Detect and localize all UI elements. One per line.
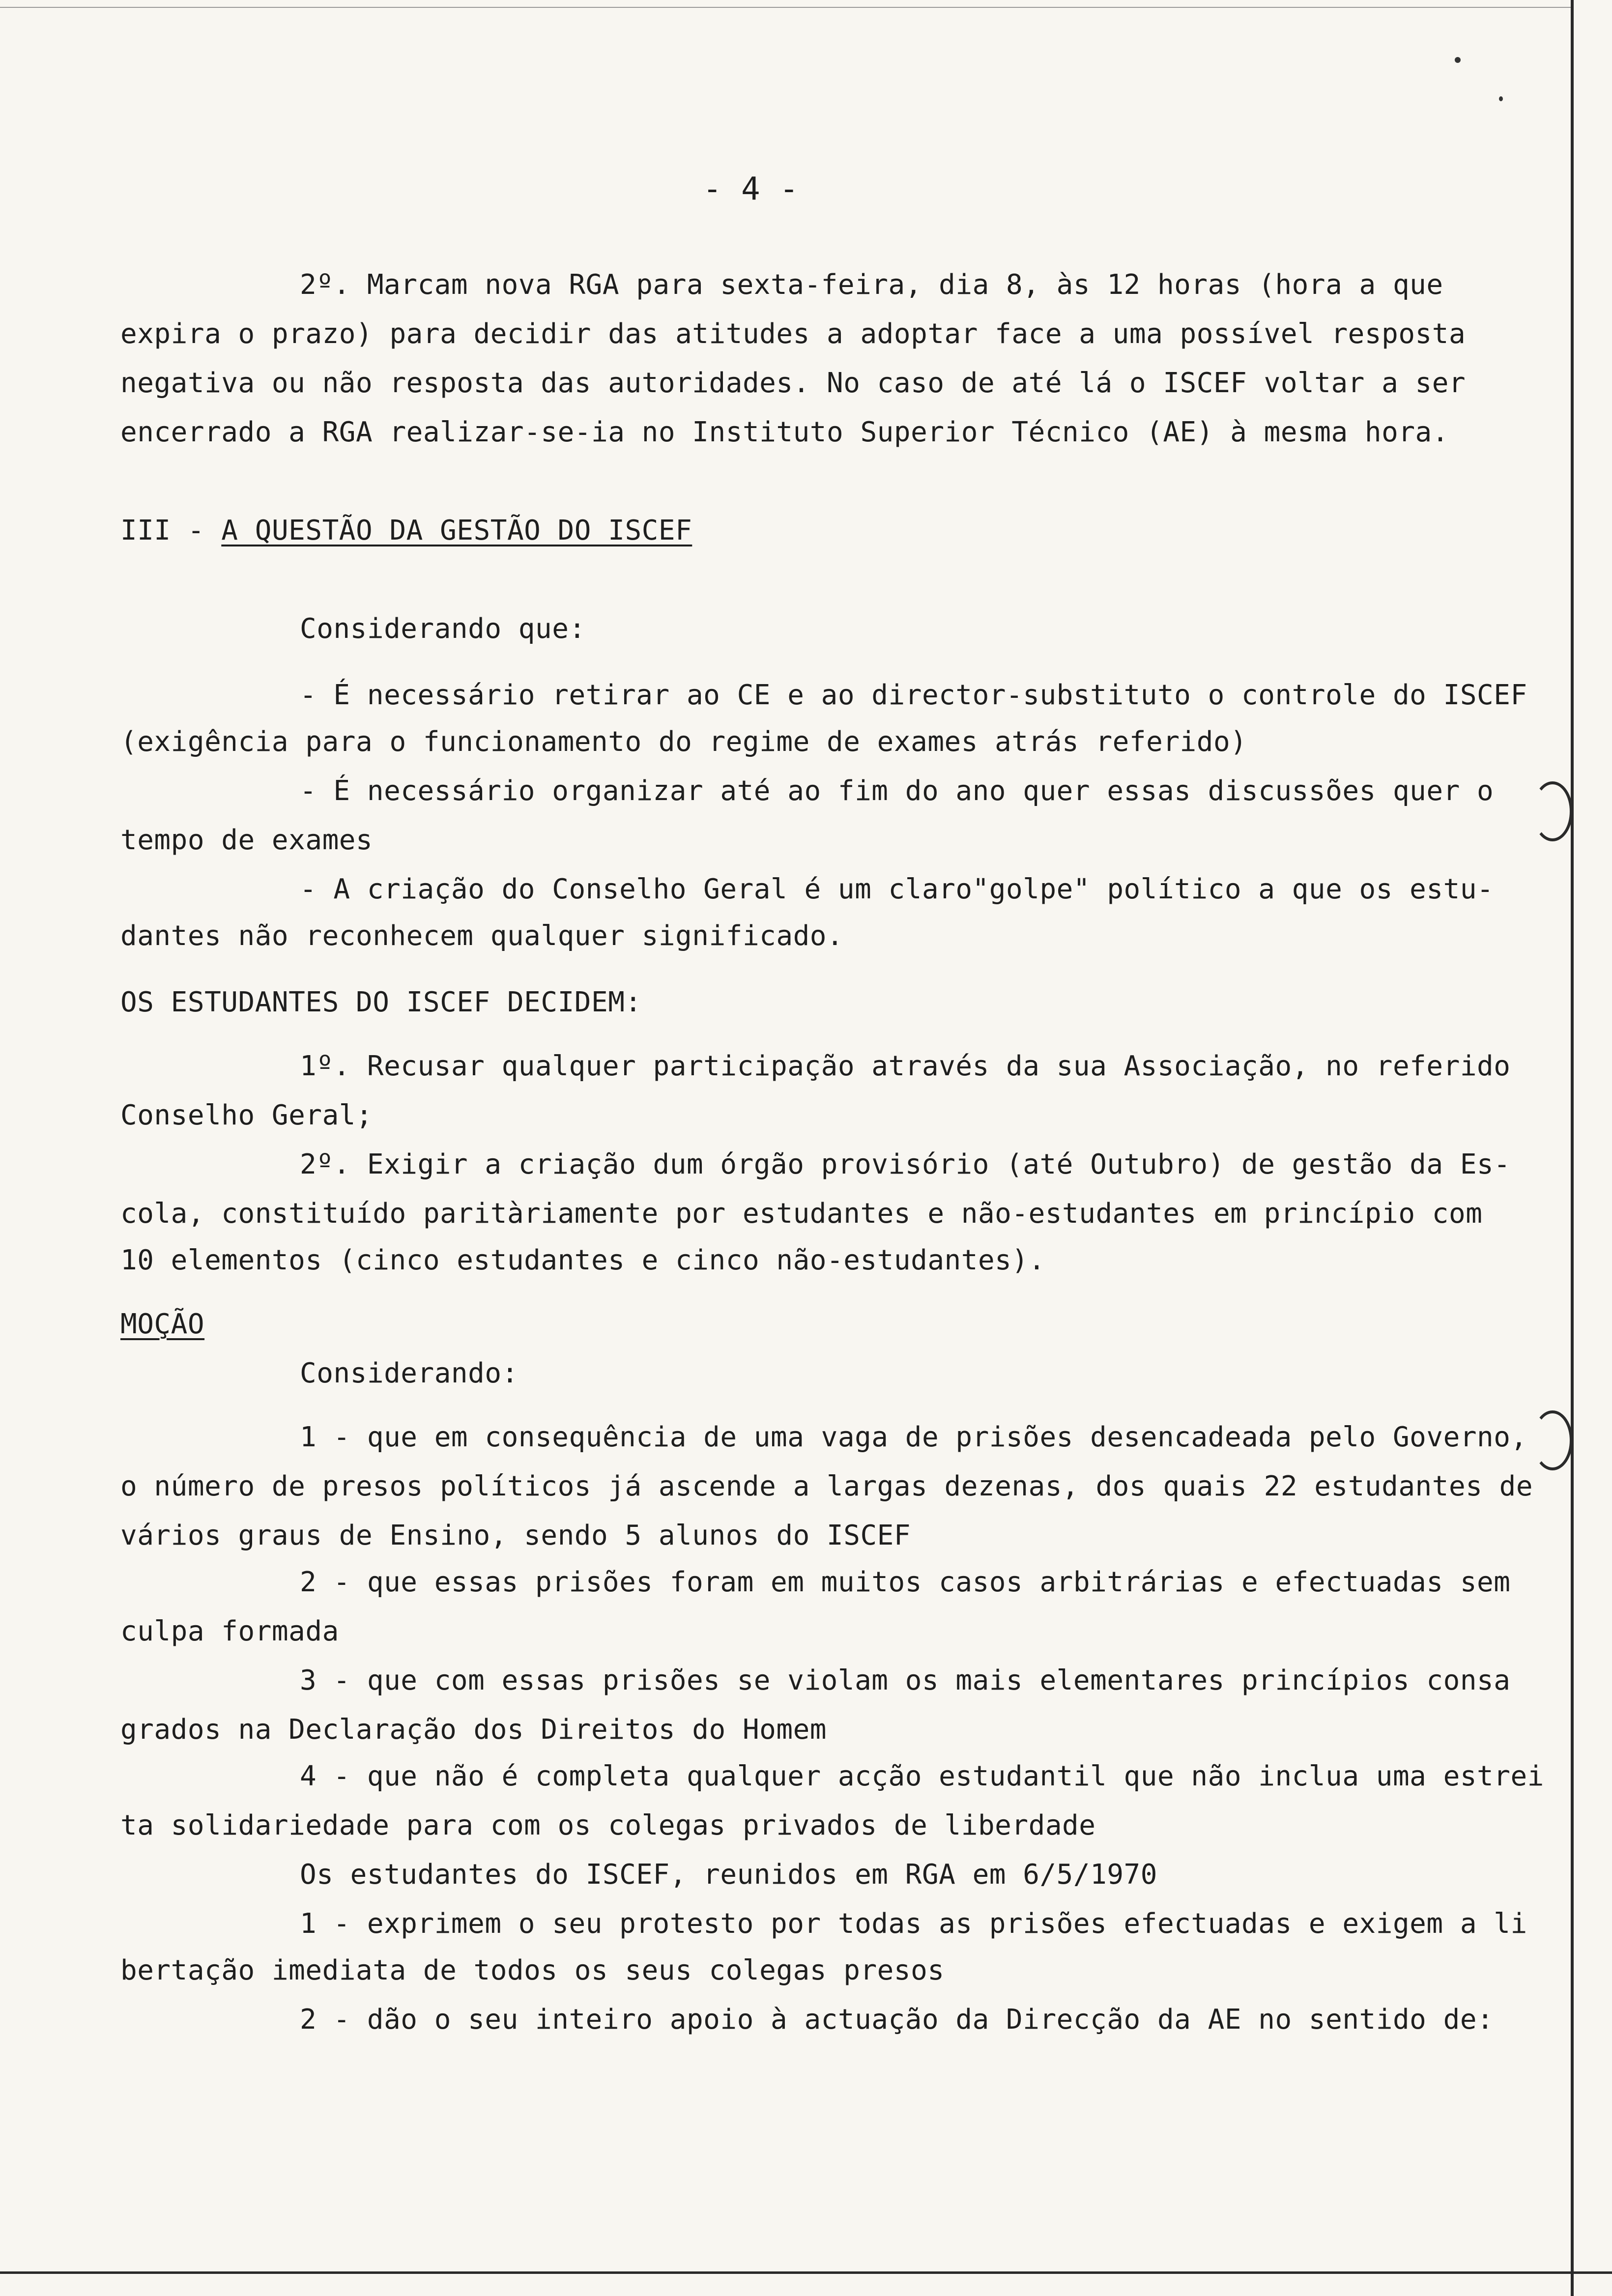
text-line: o número de presos políticos já ascende a largas dezenas, dos quais 22 estudantes de: [120, 1470, 1533, 1502]
text-line: cola, constituído paritàriamente por estudantes e não-estudantes em princípio com: [120, 1198, 1483, 1230]
binder-hole-icon: [1532, 1410, 1573, 1470]
text-line: 1 - que em consequência de uma vaga de prisões desencadeada pelo Governo,: [300, 1421, 1527, 1453]
section-heading-title: A QUESTÃO DA GESTÃO DO ISCEF: [221, 515, 692, 546]
text-line: 10 elementos (cinco estudantes e cinco não-estudantes).: [120, 1244, 1045, 1276]
section-heading: III - A QUESTÃO DA GESTÃO DO ISCEF: [120, 515, 692, 546]
page-number: - 4 -: [703, 171, 799, 207]
text-line: 2 - dão o seu inteiro apoio à actuação da Direcção da AE no sentido de:: [300, 2004, 1494, 2036]
text-line: 4 - que não é completa qualquer acção estudantil que não inclua uma estrei: [300, 1760, 1544, 1792]
text-line: Os estudantes do ISCEF, reunidos em RGA em 6/5/1970: [300, 1859, 1157, 1891]
text-line: 2º. Marcam nova RGA para sexta-feira, dia 8, às 12 horas (hora a que: [300, 269, 1443, 301]
text-line: tempo de exames: [120, 824, 373, 856]
motion-heading: MOÇÃO: [120, 1308, 205, 1340]
text-line: negativa ou não resposta das autoridades. No caso de até lá o ISCEF voltar a ser: [120, 367, 1466, 399]
text-line: vários graus de Ensino, sendo 5 alunos do ISCEF: [120, 1520, 911, 1551]
page-right-edge: [1571, 0, 1574, 2296]
text-line: - É necessário retirar ao CE e ao director-substituto o controle do ISCEF: [300, 679, 1527, 711]
text-line: culpa formada: [120, 1615, 339, 1647]
ink-speck: [1455, 57, 1461, 63]
text-line: 1 - exprimem o seu protesto por todas as prisões efectuadas e exigem a li: [300, 1908, 1527, 1940]
text-line: 2 - que essas prisões foram em muitos casos arbitrárias e efectuadas sem: [300, 1566, 1511, 1598]
page-top-edge: [0, 7, 1573, 8]
text-line: - A criação do Conselho Geral é um claro"golpe" político a que os estu-: [300, 873, 1494, 905]
binder-hole-icon: [1532, 781, 1573, 841]
text-line: grados na Declaração dos Direitos do Homem: [120, 1714, 827, 1746]
text-line: dantes não reconhecem qualquer significado.: [120, 920, 844, 952]
text-line: 1º. Recusar qualquer participação através da sua Associação, no referido: [300, 1050, 1511, 1082]
text-line: encerrado a RGA realizar-se-ia no Instituto Superior Técnico (AE) à mesma hora.: [120, 416, 1449, 448]
text-line: (exigência para o funcionamento do regime de exames atrás referido): [120, 726, 1247, 758]
page-bottom-edge: [0, 2271, 1612, 2274]
text-line: Considerando:: [300, 1357, 518, 1389]
ink-speck: [1499, 96, 1503, 101]
text-line: ta solidariedade para com os colegas privados de liberdade: [120, 1809, 1096, 1841]
text-line: 3 - que com essas prisões se violam os mais elementares princípios consa: [300, 1665, 1511, 1696]
text-line: OS ESTUDANTES DO ISCEF DECIDEM:: [120, 986, 642, 1018]
text-line: expira o prazo) para decidir das atitudes a adoptar face a uma possível resposta: [120, 318, 1466, 350]
text-line: Considerando que:: [300, 613, 586, 645]
text-line: bertação imediata de todos os seus colegas presos: [120, 1954, 945, 1986]
text-line: - É necessário organizar até ao fim do ano quer essas discussões quer o: [300, 775, 1494, 807]
text-line: 2º. Exigir a criação dum órgão provisório (até Outubro) de gestão da Es-: [300, 1148, 1511, 1180]
text-line: Conselho Geral;: [120, 1099, 373, 1131]
